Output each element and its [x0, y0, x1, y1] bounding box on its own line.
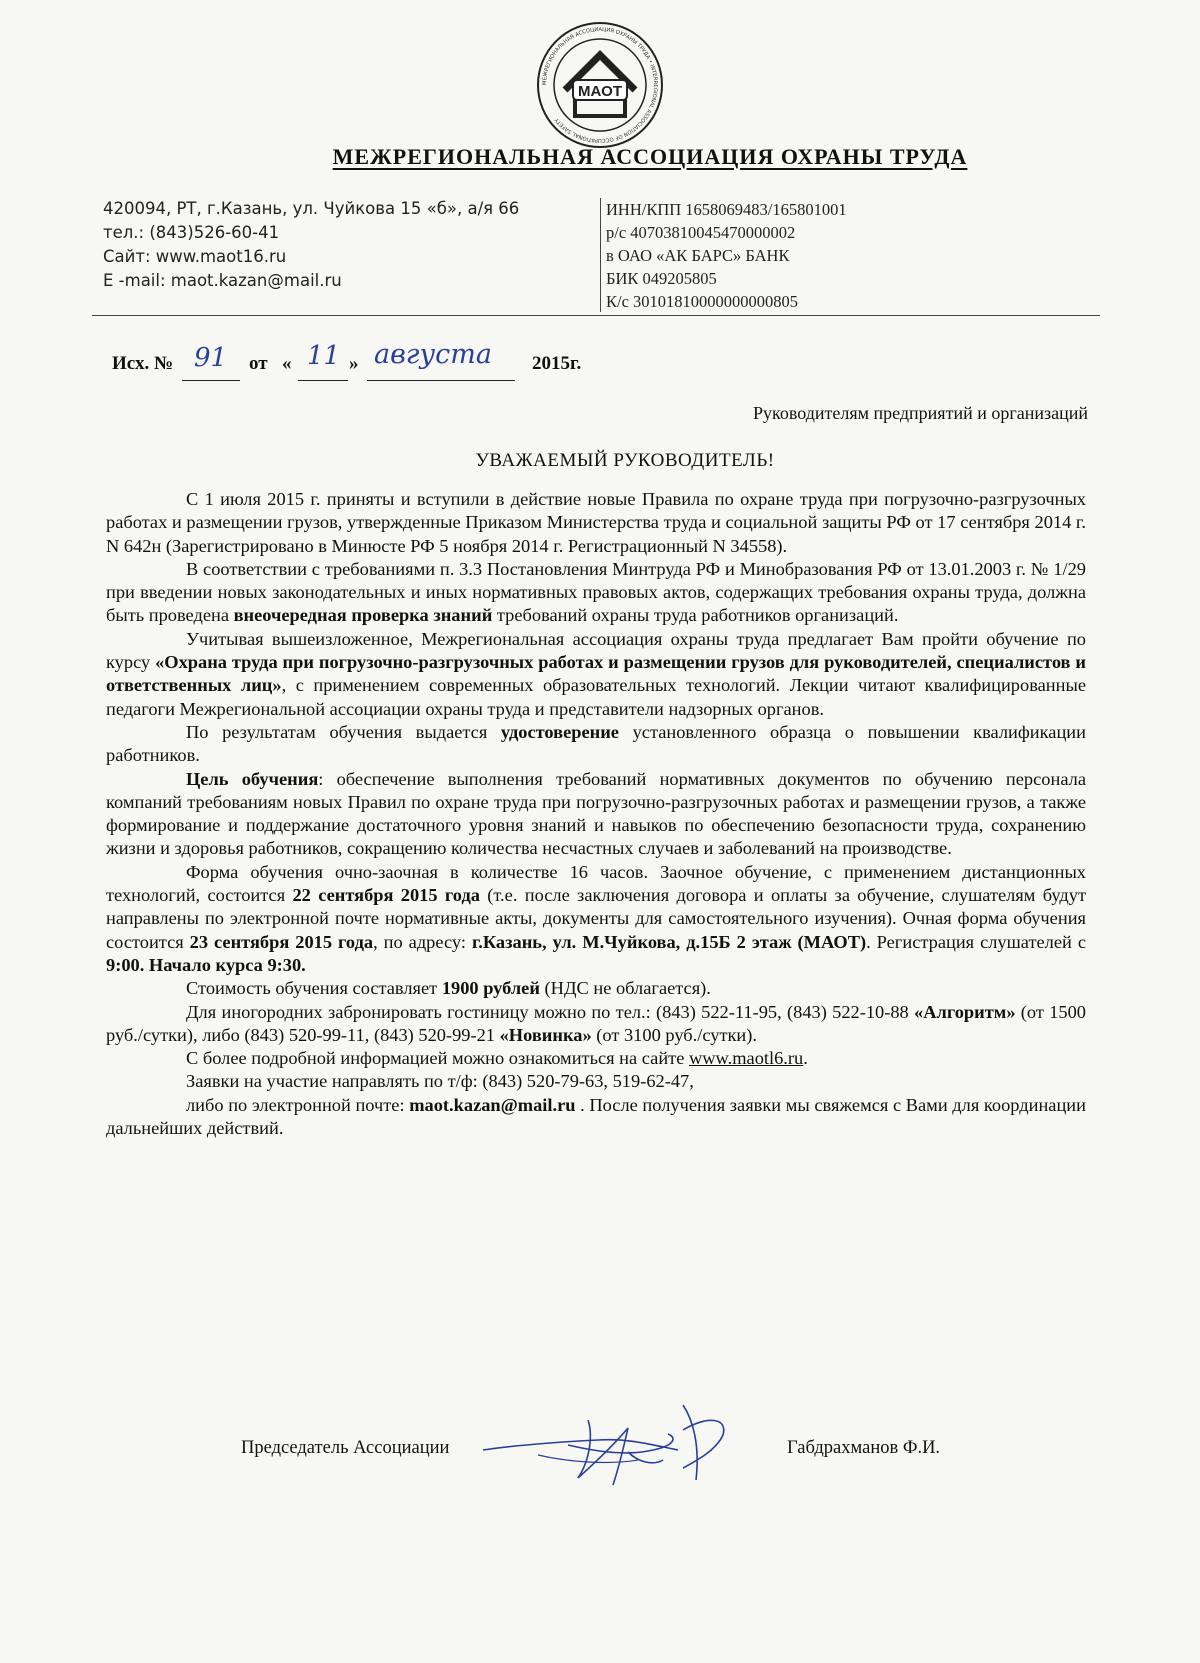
address-line: 420094, РТ, г.Казань, ул. Чуйкова 15 «б», а/я 66 [103, 199, 520, 218]
phone-line: тел.: (843)526-60-41 [103, 223, 280, 242]
course-title: «Охрана труда при погрузочно-разгрузочных работах и размещении грузов для руководителей, специалистов и ответственных лиц» [106, 652, 1086, 696]
quote-open: « [282, 353, 292, 374]
distance-date: 22 сентября 2015 года [292, 885, 480, 906]
signatory-name: Габдрахманов Ф.И. [787, 1438, 941, 1458]
certificate-emphasis: удостоверение [500, 721, 619, 742]
maot-logo [535, 20, 665, 150]
address-block [103, 197, 593, 293]
hotel-novinka: «Новинка» [499, 1024, 592, 1045]
paragraph-hotels: Для иногородних забронировать гостиницу можно по тел.: (843) 522-11-95, (843) 522-10-88 «Алгоритм» (от 1500 руб./сутки), либо (843) 520-99-11, (843) 520-99-21 «Новинка» (от 3100 руб./сутки). [106, 1001, 1087, 1045]
contact-email[interactable]: maot.kazan@mail.ru [409, 1094, 576, 1115]
logo-text: МАОТ [578, 83, 622, 100]
bank-line: в ОАО «АК БАРС» БАНК [606, 246, 790, 265]
paragraph-certificate: По результатам обучения выдается удостоверение установленного образца о повышении квалификации работников. [106, 721, 1086, 766]
start-time: 9:00. Начало курса 9:30. [106, 954, 306, 975]
requisites-divider [600, 198, 601, 312]
paragraph-requirements: В соответствии с требованиями п. 3.3 Постановления Минтруда РФ и Минобразования РФ от 13.01.2003 г. № 1/29 при введении новых законодательных и иных нормативных правовых актов, содержащих требования охраны труда, должна быть проведена внеочередная проверка знаний требований охраны труда работников организаций. [106, 558, 1086, 626]
hotel-algoritm: «Алгоритм» [914, 1001, 1016, 1022]
handwritten-day: 11 [307, 341, 341, 371]
inn-kpp-line: ИНН/КПП 1658069483/165801001 [606, 200, 847, 219]
paragraph-email: либо по электронной почте: maot.kazan@mail.ru . После получения заявки мы свяжемся с Вами для координации дальнейших действий. [106, 1094, 1086, 1139]
website-link[interactable]: www.maotl6.ru [688, 1048, 804, 1069]
year-label: 2015г. [532, 353, 582, 374]
month-underline [367, 380, 515, 381]
paragraph-more-info: С более подробной информацией можно ознакомиться на сайте www.maotl6.ru. [186, 1048, 808, 1069]
day-underline [298, 380, 348, 381]
website-line: Сайт: www.maot16.ru [103, 247, 287, 266]
paragraph-course-offer: Учитывая вышеизложенное, Межрегиональная ассоциация охраны труда предлагает Вам пройти обучение по курсу «Охрана труда при погрузочно-разгрузочных работах и размещении грузов для руководителей, специалистов и ответственных лиц», с применением современных образовательных технологий. Лекции читают квалифицированные педагоги Межрегиональной ассоциации охраны труда и представители надзорных органов. [106, 628, 1087, 719]
paragraph-new-rules: С 1 июля 2015 г. приняты и вступили в действие новые Правила по охране труда при погрузочно-разгрузочных работах и размещении грузов, утвержденные Приказом Министерства труда и социальной защиты РФ от 17 сентября 2014 г. N 642н (Зарегистрировано в Минюсте РФ 5 ноября 2014 г. Регистрационный N 34558). [106, 489, 1086, 556]
account-line: р/с 40703810045470000002 [606, 223, 796, 242]
paragraph-applications: Заявки на участие направлять по т/ф: (843) 520-79-63, 519-62-47, [186, 1071, 694, 1092]
paragraph-schedule: Форма обучения очно-заочная в количестве 16 часов. Заочное обучение, с применением дистанционных технологий, состоится 22 сентября 2015 года (т.е. после заключения договора и оплаты за обучение, слушателям будут направлены по электронной почте нормативные акты, документы для самостоятельного изучения). Очная форма обучения состоится 23 сентября 2015 года, по адресу: г.Казань, ул. М.Чуйкова, д.15Б 2 этаж (МАОТ). Регистрация слушателей с 9:00. Начало курса 9:30. [106, 861, 1086, 975]
outgoing-number-line [112, 339, 732, 385]
header-rule [92, 315, 1100, 316]
paragraph-goal: Цель обучения: обеспечение выполнения требований нормативных документов по обучению персонала компаний требованиям новых Правил по охране труда при погрузочно-разгрузочных работах и размещении грузов, а также формирование и поддержание достаточного уровня знаний и навыков по обеспечению безопасности труда, сохранению жизни и здоровья работников, сокращению количества несчастных случаев и заболеваний на производстве. [106, 768, 1086, 859]
from-label: от [249, 353, 268, 374]
org-title: МЕЖРЕГИОНАЛЬНАЯ АССОЦИАЦИЯ ОХРАНЫ ТРУДА [332, 144, 968, 169]
logo-ring-text: МЕЖРЕГИОНАЛЬНАЯ АССОЦИАЦИЯ ОХРАНЫ ТРУДА • INTERREGIONAL ASSOCIATION OF OCCUPATIONAL SAFETY [541, 26, 659, 144]
paragraph-price: Стоимость обучения составляет 1900 рублей (НДС не облагается). [186, 978, 711, 999]
extraordinary-check-emphasis: внеочередная проверка знаний [233, 605, 493, 626]
signatory-title: Председатель Ассоциации [241, 1438, 450, 1458]
email-line: E -mail: maot.kazan@mail.ru [103, 271, 342, 290]
fulltime-date: 23 сентября 2015 года [189, 931, 374, 952]
goal-label: Цель обучения [186, 768, 319, 789]
bik-line: БИК 049205805 [606, 269, 717, 288]
bank-details-block [606, 198, 1126, 313]
venue-address: г.Казань, ул. М.Чуйкова, д.15Б 2 этаж (МАОТ) [471, 931, 867, 952]
recipients-line: Руководителям предприятий и организаций [753, 403, 1088, 423]
handwritten-number: 91 [194, 343, 228, 373]
quote-close: » [349, 353, 359, 374]
handwritten-month: августа [374, 339, 492, 370]
letter-body [106, 488, 1086, 1140]
handwritten-signature [478, 1390, 748, 1500]
outgoing-number-label: Исх. № [112, 353, 174, 374]
corr-account-line: К/с 30101810000000000805 [606, 292, 799, 311]
number-underline [182, 380, 240, 381]
price-emphasis: 1900 рублей [441, 978, 540, 999]
greeting-heading: УВАЖАЕМЫЙ РУКОВОДИТЕЛЬ! [475, 450, 775, 471]
